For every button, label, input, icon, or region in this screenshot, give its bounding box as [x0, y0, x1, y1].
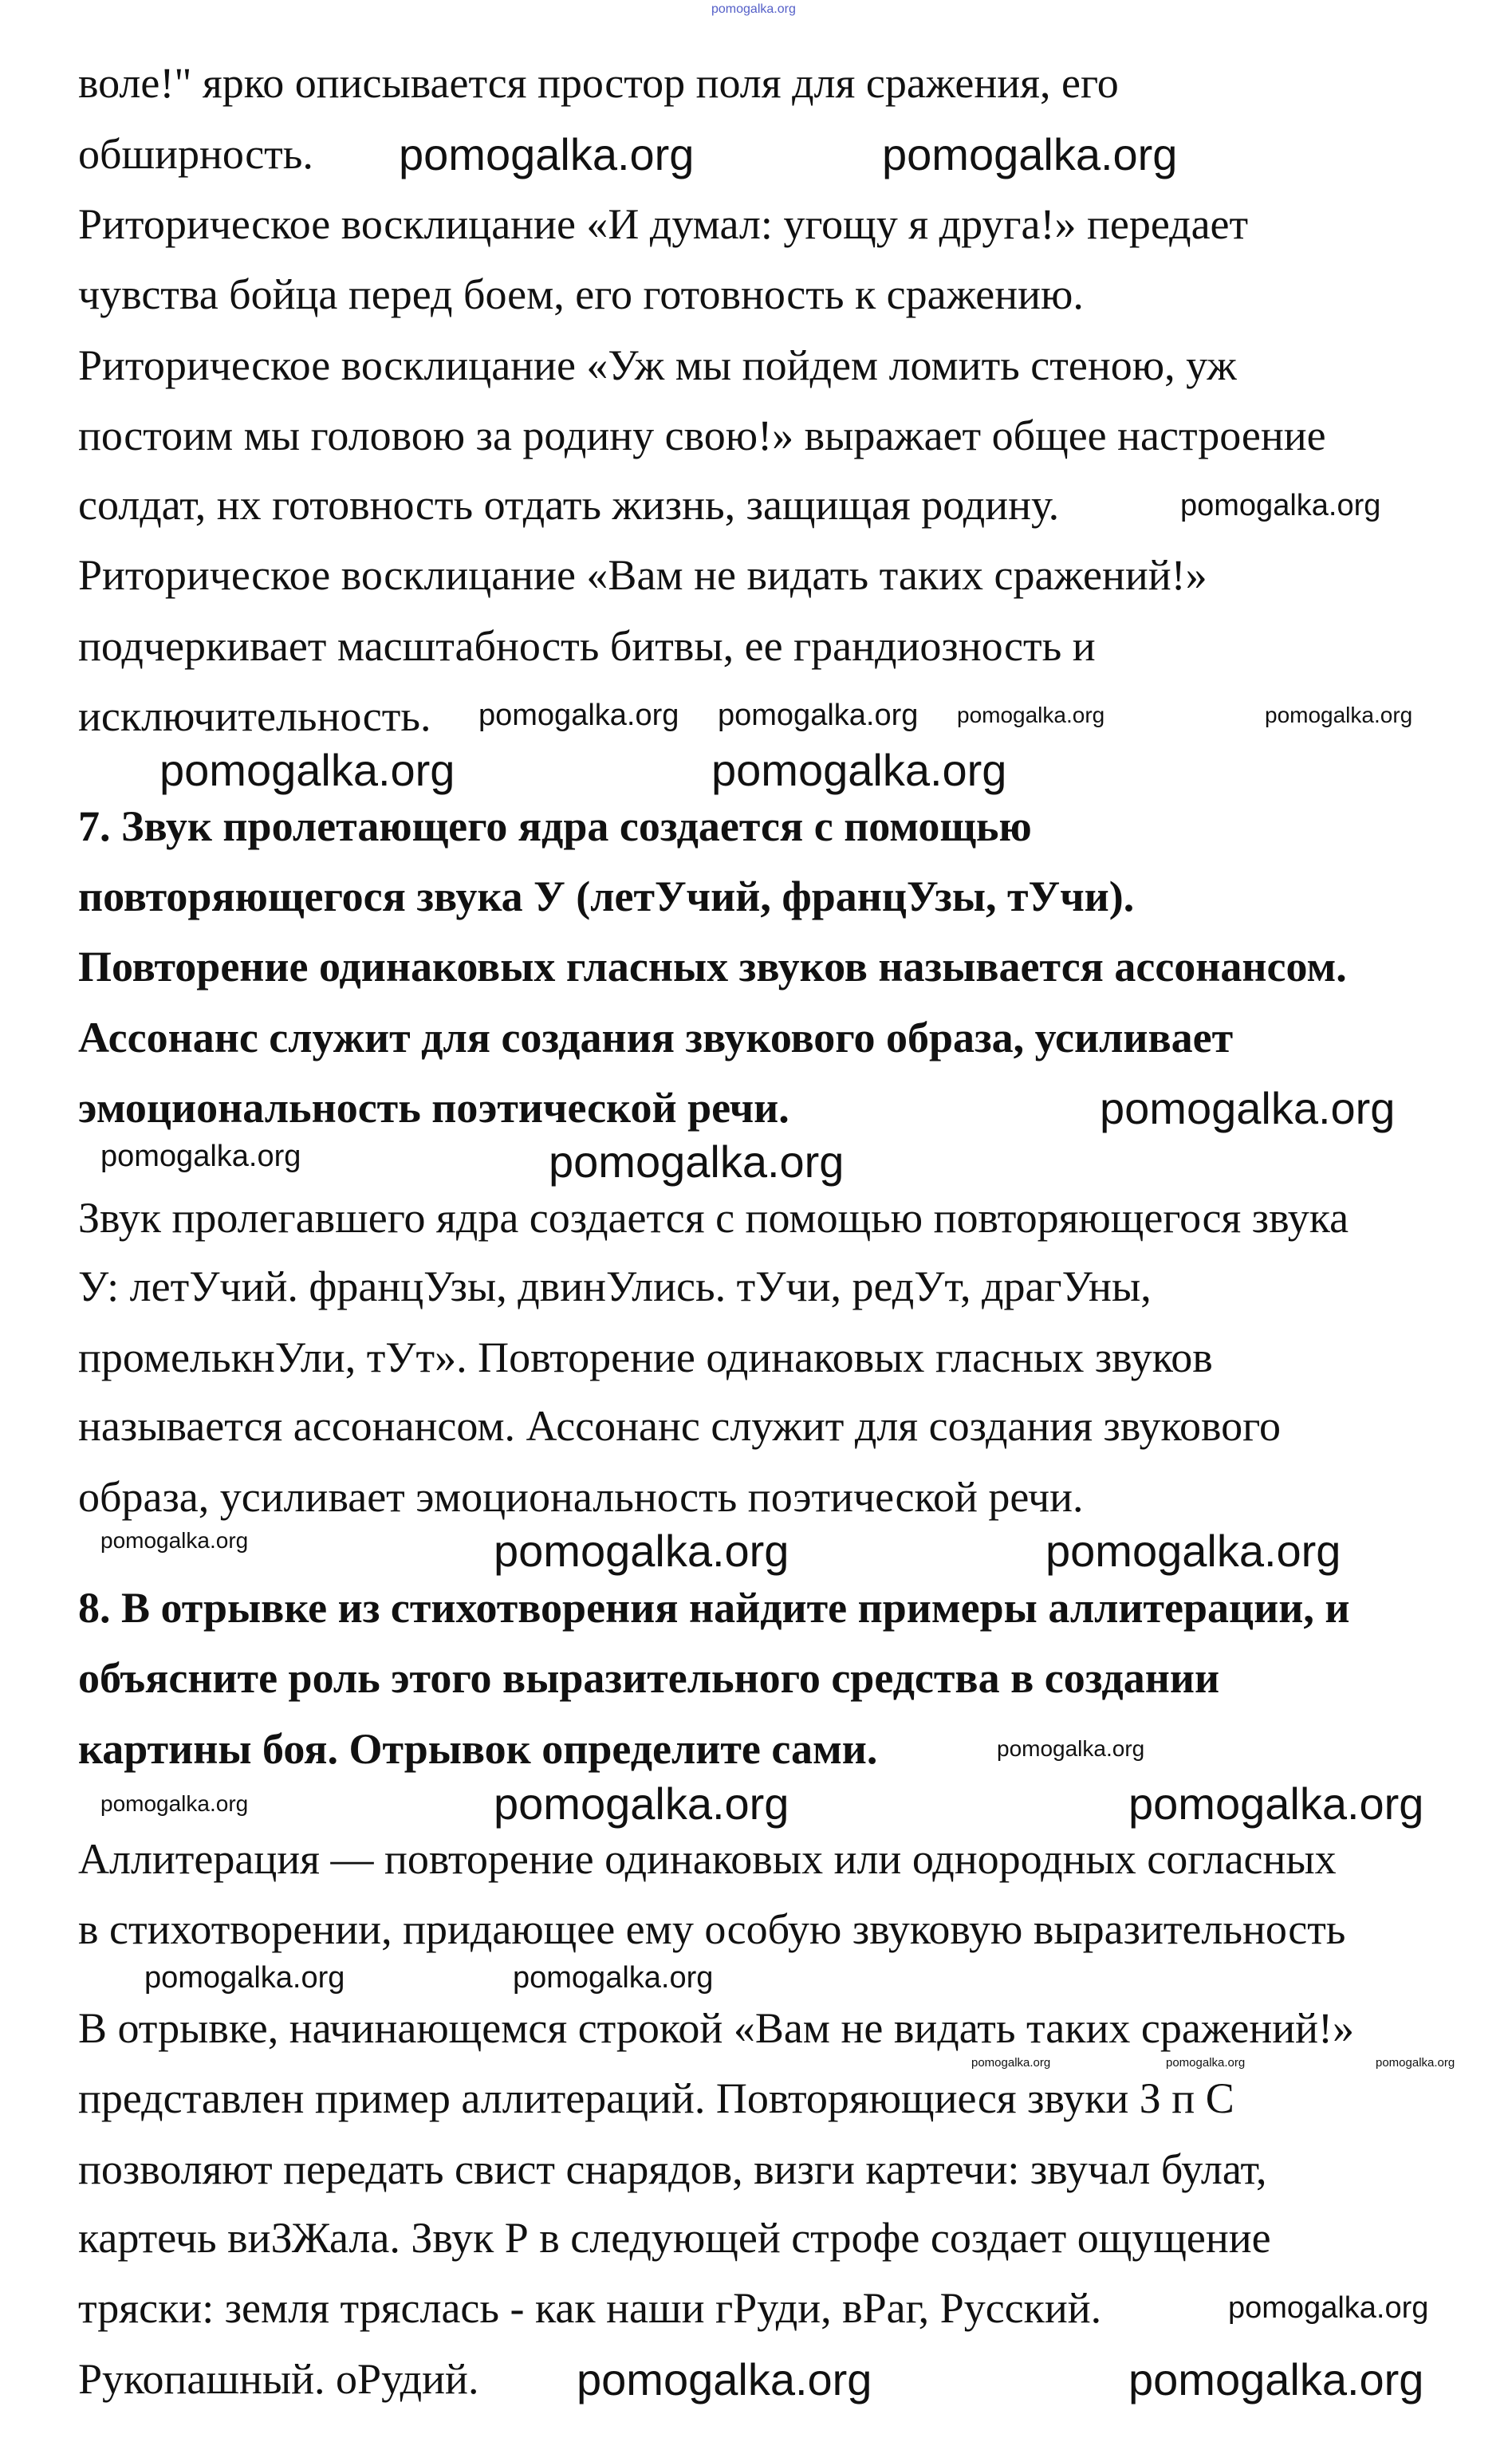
answer-text-line: Аллитерация — повторение одинаковых или однородных согласных [78, 1835, 1337, 1883]
answer-text-line: подчеркивает масштабность битвы, ее грандиозность и [78, 622, 1096, 670]
answer-text-line: представлен пример аллитераций. Повторяющиеся звуки З п С [78, 2074, 1234, 2122]
watermark: pomogalka.org [1045, 1526, 1341, 1576]
answer-text-line: Звук пролегавшего ядра создается с помощью повторяющегося звука [78, 1194, 1349, 1242]
watermark: pomogalka.org [494, 1778, 789, 1829]
watermark: pomogalka.org [711, 745, 1007, 795]
answer-text-line: промелькнУли, тУт». Повторение одинаковых гласных звуков [78, 1333, 1213, 1381]
answer-text-line: Риторическое восклицание «Вам не видать таких сражений!» [78, 551, 1207, 599]
answer-text-line: воле!" ярко описывается простор поля для сражения, его [78, 59, 1119, 107]
watermark: pomogalka.org [1100, 1083, 1396, 1133]
watermark: pomogalka.org [957, 703, 1105, 727]
question-text-line: эмоциональность поэтической речи. [78, 1084, 789, 1132]
watermark: pomogalka.org [478, 699, 679, 732]
watermark: pomogalka.org [1228, 2291, 1429, 2325]
watermark: pomogalka.org [997, 1736, 1145, 1761]
watermark: pomogalka.org [100, 1791, 249, 1816]
answer-text-line: Рукопашный. оРудий. [78, 2355, 479, 2403]
watermark: pomogalka.org [1128, 1778, 1424, 1829]
answer-text-line: в стихотворении, придающее ему особую звуковую выразительность [78, 1905, 1346, 1953]
watermark: pomogalka.org [159, 745, 455, 795]
answer-text-line: постоим мы головою за родину свою!» выражает общее настроение [78, 412, 1326, 459]
answer-text-line: чувства бойца перед боем, его готовность к сражению. [78, 270, 1084, 318]
watermark: pomogalka.org [1128, 2354, 1424, 2405]
watermark: pomogalka.org [971, 2056, 1051, 2070]
watermark: pomogalka.org [577, 2354, 872, 2405]
watermark: pomogalka.org [100, 1140, 301, 1173]
watermark: pomogalka.org [711, 2, 796, 16]
watermark: pomogalka.org [513, 1961, 714, 1995]
answer-text-line: тряски: земля тряслась - как наши гРуди, вРаг, Русский. [78, 2284, 1102, 2332]
question-text-line: Повторение одинаковых гласных звуков называется ассонансом. [78, 943, 1347, 991]
answer-text-line: картечь виЗЖала. Звук Р в следующей строфе создает ощущение [78, 2214, 1271, 2262]
watermark: pomogalka.org [718, 699, 919, 732]
question-text-line: картины боя. Отрывок определите сами. [78, 1725, 878, 1773]
answer-text-line: В отрывке, начинающемся строкой «Вам не видать таких сражений!» [78, 2004, 1355, 2052]
answer-text-line: Риторическое восклицание «И думал: угощу я друга!» передает [78, 200, 1249, 248]
answer-text-line: Риторическое восклицание «Уж мы пойдем ломить стеною, уж [78, 341, 1237, 389]
answer-text-line: обширность. [78, 130, 313, 178]
answer-text-line: солдат, нх готовность отдать жизнь, защищая родину. [78, 481, 1060, 529]
answer-text-line: исключительность. [78, 692, 431, 740]
watermark: pomogalka.org [494, 1526, 789, 1576]
watermark: pomogalka.org [1180, 489, 1381, 522]
watermark: pomogalka.org [1376, 2056, 1455, 2070]
watermark: pomogalka.org [882, 129, 1178, 179]
watermark: pomogalka.org [100, 1528, 249, 1553]
answer-text-line: называется ассонансом. Ассонанс служит для создания звукового [78, 1402, 1281, 1450]
watermark: pomogalka.org [144, 1961, 345, 1995]
watermark: pomogalka.org [1265, 703, 1413, 727]
answer-text-line: позволяют передать свист снарядов, визги картечи: звучал булат, [78, 2145, 1267, 2193]
answer-text-line: У: летУчий. францУзы, двинУлись. тУчи, редУт, драгУны, [78, 1262, 1152, 1310]
question-text-line: 8. В отрывке из стихотворения найдите примеры аллитерации, и [78, 1584, 1350, 1632]
question-text-line: Ассонанс служит для создания звукового образа, усиливает [78, 1014, 1234, 1061]
question-text-line: 7. Звук пролетающего ядра создается с помощью [78, 802, 1032, 850]
answer-text-line: образа, усиливает эмоциональность поэтической речи. [78, 1473, 1084, 1521]
watermark: pomogalka.org [399, 129, 695, 179]
watermark: pomogalka.org [549, 1136, 845, 1187]
question-text-line: повторяющегося звука У (летУчий, францУзы, тУчи). [78, 872, 1135, 920]
watermark: pomogalka.org [1166, 2056, 1246, 2070]
question-text-line: объясните роль этого выразительного средства в создании [78, 1654, 1220, 1702]
